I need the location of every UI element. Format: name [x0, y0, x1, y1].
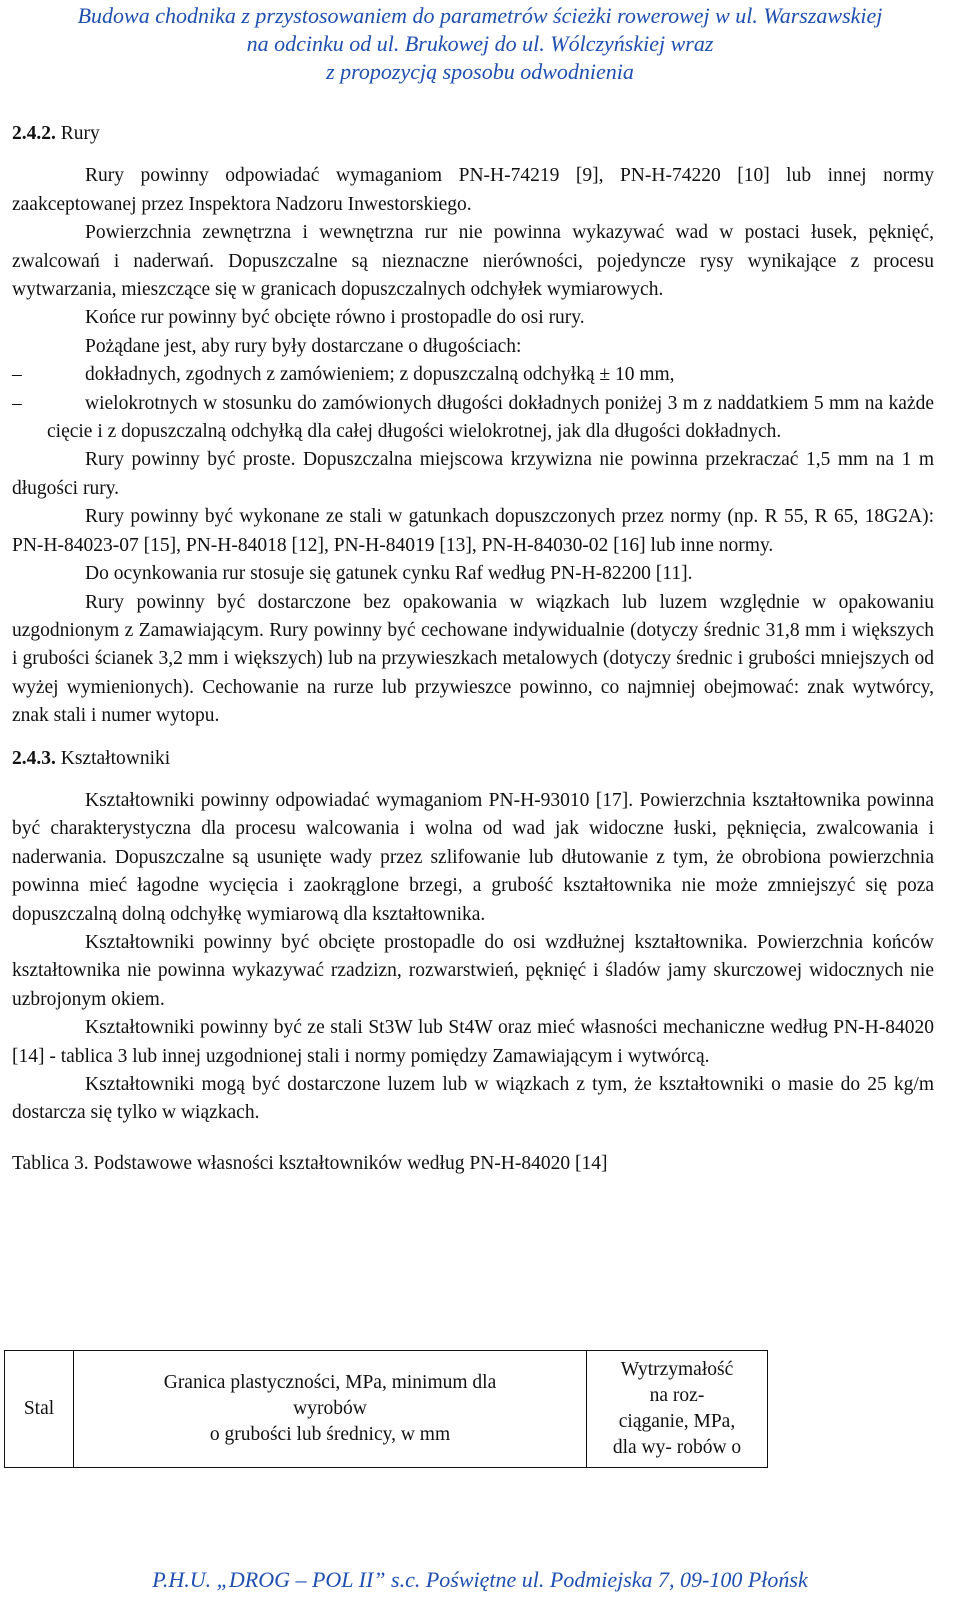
table-header-line: dla wy- robów o: [612, 1437, 742, 1458]
section-number: 2.4.2.: [12, 123, 56, 144]
paragraph: Rury powinny być proste. Dopuszczalna miejscowa krzywizna nie powinna przekraczać 1,5 mm na 1 m długości rury.: [12, 449, 934, 499]
paragraph: Rury powinny odpowiadać wymaganiom PN-H-74219 [9], PN-H-74220 [10] lub innej normy zaakceptowanej przez Inspektora Nadzoru Inwestorskiego.: [12, 165, 934, 215]
header-line-1: Budowa chodnika z przystosowaniem do parametrów ścieżki rowerowej w ul. Warszawskiej: [77, 3, 883, 28]
header-line-3: z propozycją sposobu odwodnienia: [326, 59, 634, 84]
table-header-line: Wytrzymałość: [620, 1359, 734, 1380]
list-dash: –: [12, 392, 22, 414]
paragraph: Rury powinny być dostarczone bez opakowania w wiązkach lub luzem względnie w opakowaniu uzgodnionym z Zamawiającym. Rury powinny być cechowane indywidualnie (dotyczy średnic 31,8 mm i większych i grubości ścianek 3,2 mm i większych) lub na przywieszkach metalowych (dotyczy średnic i grubości mniejszych od wyżej wymienionych). Cechowanie na rurze lub przywieszce powinno, co najmniej obejmować: znak wytwórcy, znak stali i numer wytopu.: [12, 591, 934, 727]
properties-table: [4, 1350, 768, 1468]
table-header-line: na roz-: [649, 1385, 705, 1406]
paragraph: Kształtowniki mogą być dostarczone luzem lub w wiązkach z tym, że kształtowniki o masie do 25 kg/m dostarcza się tylko w wiązkach.: [12, 1074, 934, 1124]
list-item-text: wielokrotnych w stosunku do zamówionych długości dokładnych poniżej 3 m z naddatkiem 5 mm na każde cięcie i z dopuszczalną odchyłką dla całej długości wielokrotnej, jak dla długości dokładnych.: [47, 392, 934, 443]
list-dash: –: [12, 364, 22, 386]
table-header-line: ciąganie, MPa,: [618, 1411, 736, 1432]
paragraph: Rury powinny być wykonane ze stali w gatunkach dopuszczonych przez normy (np. R 55, R 65, 18G2A): PN-H-84023-07 [15], PN-H-84018 [12], PN-H-84019 [13], PN-H-84030-02 [16] lub inne normy.: [12, 506, 934, 556]
section-title: Rury: [60, 123, 100, 144]
paragraph: Końce rur powinny być obcięte równo i prostopadle do osi rury.: [85, 307, 585, 329]
paragraph: Kształtowniki powinny być obcięte prostopadle do osi wzdłużnej kształtownika. Powierzchnia końców kształtownika nie powinna wykazywać rzadzizn, rozwarstwień, pęknięć i śladów jamy skurczowej widocznych nie uzbrojonym okiem.: [12, 931, 934, 1010]
section-title: Kształtowniki: [60, 747, 171, 769]
section-heading-ksztaltowniki: [12, 745, 934, 773]
table-header-line: wyrobów: [293, 1398, 367, 1419]
document-body: [12, 120, 934, 1178]
list-item-text: dokładnych, zgodnych z zamówieniem; z dopuszczalną odchyłką ± 10 mm,: [85, 364, 675, 386]
table-header-line: o grubości lub średnicy, w mm: [209, 1424, 451, 1445]
paragraph: Pożądane jest, aby rury były dostarczane o długościach:: [85, 335, 522, 357]
page-header: [0, 2, 960, 86]
table-header-row: [5, 1351, 768, 1468]
table-caption: Tablica 3. Podstawowe własności kształtowników według PN-H-84020 [14]: [12, 1152, 608, 1174]
table-header-line: Granica plastyczności, MPa, minimum dla: [163, 1372, 497, 1393]
paragraph: Kształtowniki powinny odpowiadać wymaganiom PN-H-93010 [17]. Powierzchnia kształtownika powinna być charakterystyczna dla procesu walcowania i wolna od wad jak widoczne łuski, pęknięcia, zwalcowania i naderwania. Dopuszczalne są usunięte wady przez szlifowanie lub dłutowanie z tym, że obrobiona powierzchnia powinna mieć łagodne wycięcia i zaokrąglone brzegi, a grubość kształtownika nie może zmniejszyć się poza dopuszczalną dolną odchyłkę wymiarową dla kształtownika.: [12, 789, 934, 925]
section-heading-rury: [12, 120, 934, 148]
header-line-2: na odcinku od ul. Brukowej do ul. Wólczyńskiej wraz: [246, 31, 714, 56]
page-footer: P.H.U. „DROG – POL II” s.c. Poświętne ul. Podmiejska 7, 09-100 Płońsk: [152, 1567, 808, 1592]
paragraph: Kształtowniki powinny być ze stali St3W lub St4W oraz mieć własności mechaniczne według PN-H-84020 [14] - tablica 3 lub innej uzgodnionej stali i normy pomiędzy Zamawiającym i wytwórcą.: [12, 1017, 934, 1067]
list-item: [12, 390, 934, 447]
table-header-stal: Stal: [5, 1351, 74, 1468]
list-item: [12, 361, 934, 389]
paragraph: Powierzchnia zewnętrzna i wewnętrzna rur nie powinna wykazywać wad w postaci łusek, pęknięć, zwalcowań i naderwań. Dopuszczalne są nieznaczne nierówności, pojedyncze rysy wynikające z procesu wytwarzania, mieszczące się w granicach dopuszczalnych odchyłek wymiarowych.: [12, 222, 934, 301]
section-number: 2.4.3.: [12, 747, 56, 769]
table-header-granica: [74, 1351, 587, 1468]
paragraph: Do ocynkowania rur stosuje się gatunek cynku Raf według PN-H-82200 [11].: [85, 563, 693, 585]
table-header-wytrzymalosc: [587, 1351, 768, 1468]
